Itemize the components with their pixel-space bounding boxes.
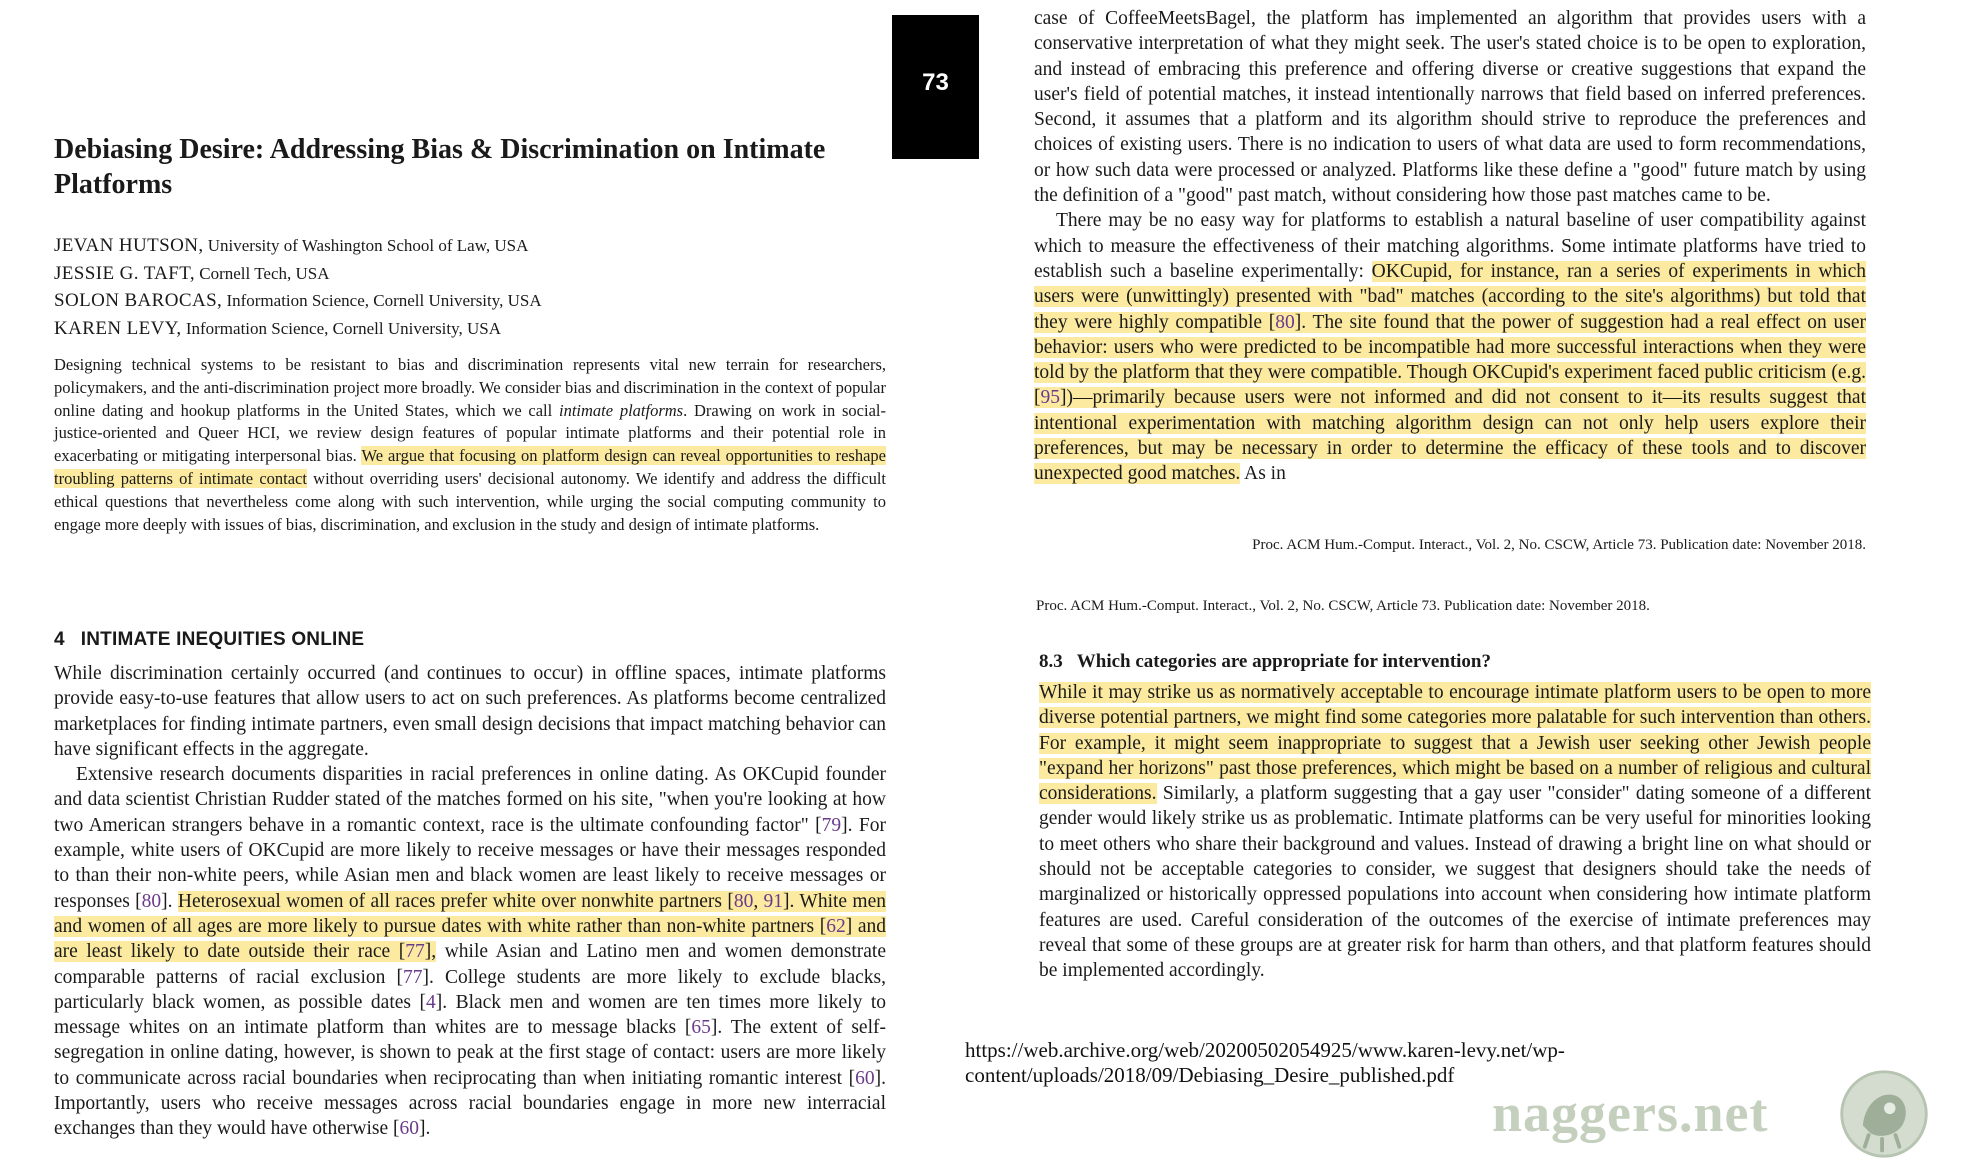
citation-link[interactable]: 65	[691, 1017, 711, 1039]
section-title: INTIMATE INEQUITIES ONLINE	[80, 629, 365, 650]
highlighted-text: While it may strike us as normatively acceptable to encourage intimate platform users to be open to more diverse potential partners, we might find some categories more palatable for such intervention than others. For example, it might seem inappropriate to suggest that a Jewish user seeking other Jewish people "expand her horizons" past those preferences, which might be based on a number of religious and cultural considerations.	[1039, 682, 1871, 805]
source-url[interactable]: https://web.archive.org/web/20200502054925/www.karen-levy.net/wp-content/uploads/2018/09/Debiasing_Desire_published.pdf	[965, 1038, 1565, 1087]
section-title: Which categories are appropriate for intervention?	[1076, 651, 1491, 672]
author-affiliation: University of Washington School of Law, USA	[207, 236, 529, 255]
citation-link[interactable]: 80	[733, 890, 754, 912]
paragraph-text: ]. Black men and women are ten times more likely to message whites on an intimate platform than whites are to message blacks [	[54, 991, 886, 1039]
paper-title: Debiasing Desire: Addressing Bias & Discrimination on Intimate Platforms	[54, 134, 826, 200]
abstract-emphasis: intimate platforms	[559, 400, 684, 420]
citation-link[interactable]: 60	[855, 1067, 875, 1089]
author-entry	[54, 232, 884, 260]
abstract-highlight: We argue that focusing on platform design can reveal opportunities to reshape troubling patterns of intimate contact	[54, 446, 886, 488]
page-footer: Proc. ACM Hum.-Comput. Interact., Vol. 2, No. CSCW, Article 73. Publication date: November 2018.	[1036, 598, 1650, 614]
abstract	[54, 354, 886, 536]
highlight-text: ,	[753, 890, 764, 912]
paragraph-text: ]. The extent of self-segregation in online dating, however, is shown to peak at the first stage of contact: users are more likely to communicate across racial boundaries when reciprocating than when initiating romantic interest [	[54, 1017, 886, 1089]
citation-link[interactable]: 60	[399, 1118, 419, 1140]
highlight-text: Heterosexual women of all races prefer white over nonwhite partners [	[177, 890, 734, 912]
paragraph-text: ]. For example, white users of OKCupid are more likely to receive messages or have their messages responded to than their non-white peers, while Asian men and black women are least likely to receive messages or responses [	[54, 814, 886, 912]
paragraph: While discrimination certainly occurred (and continues to occur) in offline spaces, intimate platforms provide easy-to-use features that allow users to act on such preferences. As platforms become centralized marketplaces for finding intimate partners, even small design decisions that impact matching behavior can have significant effects in the aggregate.	[54, 663, 886, 760]
paragraph-text: ].	[161, 890, 178, 912]
author-entry	[54, 260, 884, 288]
highlight-text: ],	[424, 941, 437, 963]
author-affiliation: Information Science, Cornell University, USA	[185, 318, 502, 338]
section-8-3-heading	[1039, 651, 1491, 673]
citation-link[interactable]: 95	[1040, 387, 1060, 409]
paragraph	[54, 762, 886, 1141]
page-number-badge: 73	[892, 15, 979, 159]
citation-link[interactable]: 79	[821, 814, 842, 836]
author-name: JEVAN HUTSON,	[54, 235, 204, 256]
highlight-text: ])—primarily because users were not informed and did not consent to it—its results suggest that intentional experimentation with matching algorithm design can not only help users explore their preferences, but may be necessary in order to determine the efficacy of these tools and to discover unexpected good matches.	[1034, 387, 1866, 485]
watermark-logo-icon	[1836, 1066, 1932, 1162]
page-footer: Proc. ACM Hum.-Comput. Interact., Vol. 2, No. CSCW, Article 73. Publication date: November 2018.	[1252, 537, 1866, 553]
highlight-text: OKCupid, for instance, ran a series of experiments in which users were (unwittingly) presented with "bad" matches (according to the site's algorithms) but told that they were highly compatible [	[1034, 260, 1866, 333]
citation-link[interactable]: 4	[425, 991, 436, 1013]
highlight-text: ] and are least likely to date outside their race [	[54, 915, 886, 963]
paragraph	[1034, 208, 1866, 486]
paragraph-text: while Asian and Latino men and women demonstrate comparable patterns of racial exclusion [	[54, 941, 886, 988]
author-list	[54, 232, 884, 342]
paragraph-text: Extensive research documents disparities in racial preferences in online dating. As OKCupid founder and data scientist Christian Rudder stated of the matches formed on his site, "when you're looking at how two American strangers behave in a romantic context, race is the ultimate confounding factor" [	[54, 764, 886, 836]
paragraph-text: There may be no easy way for platforms to establish a natural baseline of user compatibility against which to measure the effectiveness of their matching algorithms. Some intimate platforms have tried to establish such a baseline experimentally:	[1034, 210, 1866, 282]
paragraph-text: As in	[1240, 463, 1286, 485]
author-affiliation: Information Science, Cornell University, USA	[226, 291, 542, 310]
author-name: KAREN LEVY,	[54, 317, 182, 339]
highlighted-text	[1034, 261, 1866, 484]
author-name: SOLON BAROCAS,	[54, 290, 223, 311]
author-entry	[54, 315, 884, 343]
section-4-body	[54, 661, 886, 1142]
paragraph-text: Similarly, a platform suggesting that a gay user "consider" dating someone of a different gender would likely strike us as problematic. Intimate platforms can be very useful for minorities looking to meet others who share their background and values. Instead of drawing a bright line on what should or should not be acceptable categories to consider, we suggest that designers should take the needs of marginalized or historically oppressed populations into account when considering how intimate platform features are used. Careful consideration of the outcomes of the exercise of intimate preferences may reveal that some of these groups are at greater risk for harm than others, and that platform features should be implemented accordingly.	[1039, 783, 1871, 982]
abstract-text: without overriding users' decisional autonomy. We identify and address the difficult ethical questions that nevertheless come along with such intervention, while urging the social computing community to engage more deeply with issues of bias, discrimination, and exclusion in the study and design of intimate platforms.	[54, 468, 886, 534]
citation-link[interactable]: 77	[402, 966, 423, 988]
watermark-text: naggers.net	[1492, 1083, 1769, 1143]
author-name: JESSIE G. TAFT,	[54, 262, 196, 284]
highlight-text: ]. The site found that the power of suggestion had a real effect on user behavior: users who were predicted to be incompatible had more successful interactions when they were told by the platform that they were compatible. Though OKCupid's experiment faced public criticism (e.g. [	[1034, 311, 1866, 409]
section-8-3-body	[1039, 680, 1871, 984]
paragraph-text: ]. College students are more likely to exclude blacks, particularly black women, as possible dates [	[54, 966, 886, 1013]
paragraph: case of CoffeeMeetsBagel, the platform has implemented an algorithm that provides users with a conservative interpretation of what they might seek. The user's stated choice is to be open to exploration, and instead of embracing this preference and offering diverse or creative suggestions that expand the user's field of potential matches, it instead intentionally narrows that field based on inferred preferences. Second, it assumes that a platform and its algorithm should strive to reproduce the preferences and choices of existing users. There is no indication to users of what data are used to form recommendations, or how such data were processed or analyzed. Platforms like these define a "good" future match by using the definition of a "good" past match, without considering how those past matches came to be.	[1034, 8, 1866, 207]
abstract-text: Designing technical systems to be resistant to bias and discrimination represents vital new terrain for researchers, policymakers, and the anti-discrimination project more broadly. We consider bias and discrimination in the context of popular online dating and hookup platforms in the United States, which we call	[54, 355, 886, 420]
citation-link[interactable]: 80	[141, 890, 162, 912]
abstract-text: . Drawing on work in social-justice-oriented and Queer HCI, we review design features of popular intimate platforms and their potential role in exacerbating or mitigating interpersonal bias.	[54, 400, 886, 466]
citation-link[interactable]: 80	[1275, 311, 1295, 333]
author-entry	[54, 287, 884, 315]
section-number: 4	[54, 629, 65, 650]
paragraph-text: ].	[418, 1118, 431, 1140]
citation-link[interactable]: 91	[763, 890, 784, 912]
right-column-body	[1034, 6, 1866, 487]
highlight-text: ]. White men and women of all ages are more likely to pursue dates with white rather than non-white partners [	[54, 890, 886, 937]
author-affiliation: Cornell Tech, USA	[199, 263, 330, 283]
paragraph-text: ]. Importantly, users who receive messages across racial boundaries engage in more new interracial exchanges than they would have otherwise [	[54, 1067, 886, 1140]
citation-link[interactable]: 62	[826, 915, 846, 937]
citation-link[interactable]: 77	[405, 941, 425, 963]
section-4-heading	[54, 629, 364, 651]
section-number: 8.3	[1039, 651, 1063, 672]
